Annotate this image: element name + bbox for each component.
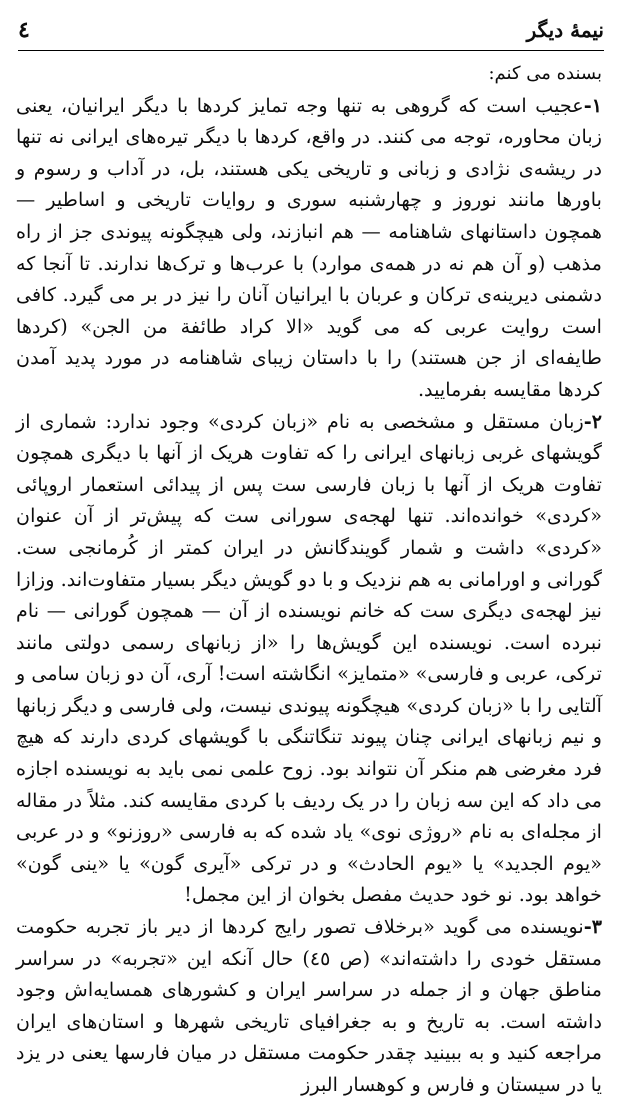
- intro-line: بسنده می کنم:: [488, 63, 602, 84]
- paragraph-text: زبان مستقل و مشخصی به نام «زبان کردی» وجود ندارد: شماری از گویشهای غربی زبانهای ایرانی را که تفاوت هریک از آنها با دیگری همچون تفاوت هریک از آنها با زبان فارسی ست پس از پیدائی استعمار اروپائی «کردی» خوانده‌اند. تنها لهجه‌ی سورانی ست که پیش‌تر از آن عنوان «کردی» داشت و شمار گویندگانش در ایران کمتر از کُرمانجی ست. گورانی و اورامانی به هم نزدیک و با دو گویش دیگر بسیار متفاوت‌اند. وزازا نیز لهجه‌ی دیگری ست که خانم نویسنده از آن — همچون گورانی — نام نبرده است. نویسنده این گویش‌ها را «از زبانهای رسمی دولتی مانند ترکی، عربی و فارسی» «متمایز» انگاشته است! آری، آن دو زبان سامی و آلتایی را با «زبان کردی» هیچگونه پیوندی نیست، ولی فارسی و دیگر زبانها و نیم زبانهای ایرانی چنان پیوند تنگاتنگی با گویشهای کردی دارند که هیچ فرد مغرضی هم منکر آن نتواند بود. زوح علمی نمی باید به نویسنده اجازه می داد که این سه زبان را در یک ردیف با کردی مقایسه کند. مثلاً در مقاله از مجله‌ای به نام «روژی نوی» یاد شده که به فارسی «روزنو» و در عربی «یوم الجدید» یا «یوم الحادث» و در ترکی «آیری گون» یا «ینی گون» خواهد بود. نو خود حدیث مفصل بخوان از این مجمل!: [16, 409, 602, 907]
- body-text: [16, 58, 602, 1103]
- paragraph-number: ٢-: [583, 409, 602, 433]
- paragraph-3: [16, 911, 602, 1101]
- page-number: ٤: [18, 17, 30, 43]
- paragraph-number: ١-: [583, 93, 602, 117]
- paragraph-number: ٣-: [583, 915, 602, 939]
- paragraph-1: [16, 90, 602, 406]
- running-title: نیمهٔ دیگر: [526, 18, 604, 42]
- paragraph-text: عجیب است که گروهی به تنها وجه تمایز کردها با دیگر ایرانیان، یعنی زبان محاوره، توجه می کنند. در واقع، کردها با دیگر تیره‌های ایرانی نه تنها در ریشه‌ی نژادی و زبانی و تاریخی یکی هستند، بل، در آداب و رسوم و باورها مانند نوروز و چهارشنبه سوری و روایات تاریخی و اساطیر — همچون داستانهای شاهنامه — هم انبازند، ولی هیچگونه پیوندی جز از راه مذهب (و آن هم نه در همه‌ی موارد) با عرب‌ها و ترک‌ها ندارند. تا آنجا که دشمنی دیرینه‌ی ترکان و عربان با ایرانیان آنان را نیز در بر می گیرد. کافی است روایت عربی که می گوید «الا کراد طائفة من الجن» (کردها طایفه‌ای از جن هستند) را با داستان زیبای شاهنامه در مورد پدید آمدن کردها مقایسه بفرمایید.: [16, 93, 602, 401]
- paragraph-text: نویسنده می گوید «برخلاف تصور رایج کردها از دیر باز تجربه حکومت مستقل خودی را داشته‌اند» (ص ٤٥) حال آنکه این «تجربه» در سراسر مناطق جهان و از جمله در سراسر ایران و کشورهای همسایه‌اش وجود داشته است. به تاریخ و به جغرافیای تاریخی شهرها و استان‌های ایران مراجعه کنید و به ببینید چقدر حکومت مستقل در میان فارسها یعنی در یزد یا در سیستان و فارس و کوهسار البرز: [16, 915, 603, 1096]
- paragraph-2: [16, 406, 602, 912]
- page-header: [18, 14, 604, 51]
